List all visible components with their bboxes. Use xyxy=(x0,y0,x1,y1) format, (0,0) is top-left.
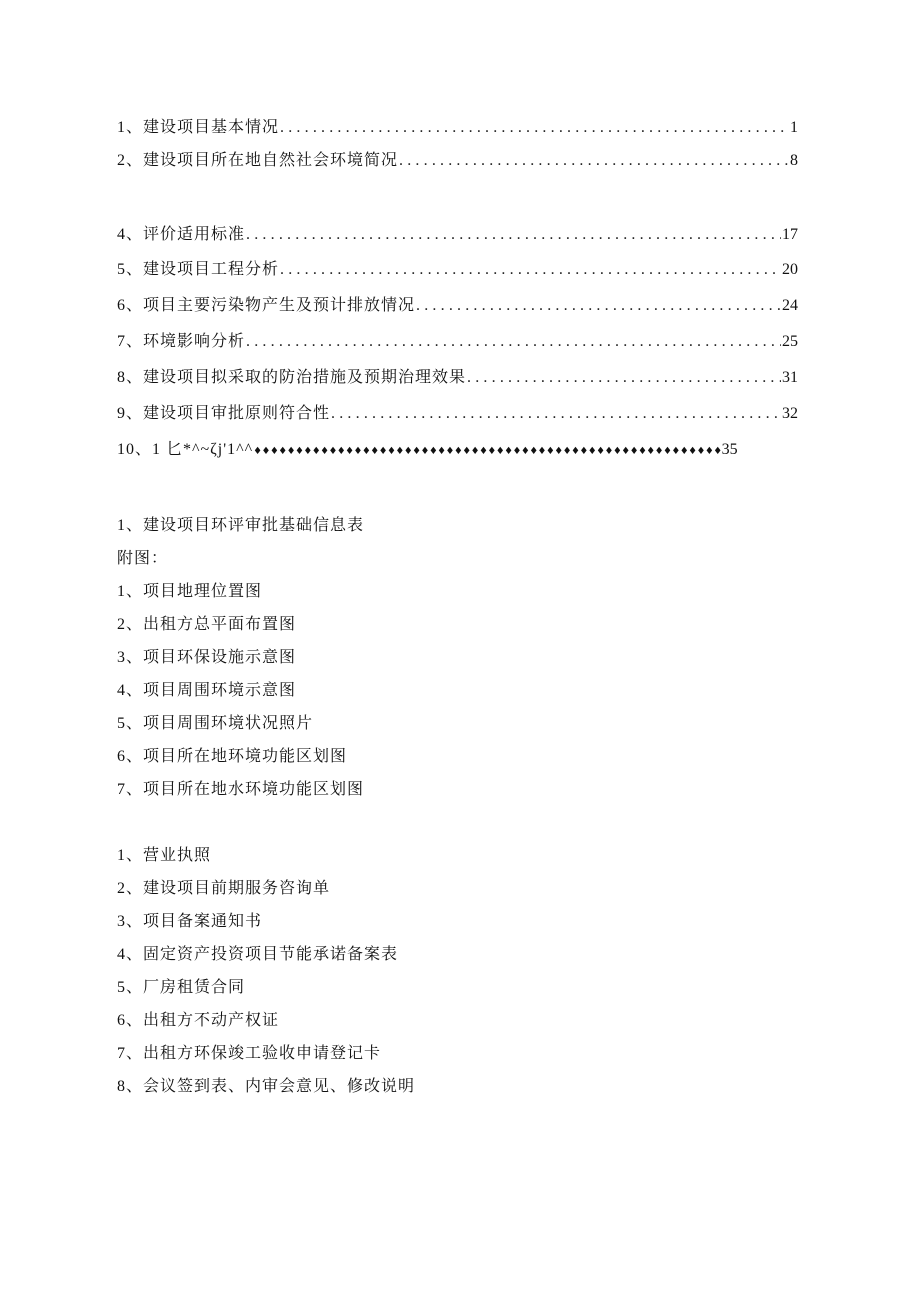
toc-entry-number: 8、 xyxy=(117,369,144,386)
toc-entry-number: 4、 xyxy=(117,226,144,243)
attached-figure-item: 6、项目所在地环境功能区划图 xyxy=(117,748,348,765)
toc-entry-page: 25 xyxy=(782,333,798,350)
toc-entry[interactable] xyxy=(117,296,798,316)
toc-dot-leader xyxy=(280,118,789,138)
toc-entry[interactable] xyxy=(117,151,798,171)
toc-dot-leader xyxy=(280,260,781,280)
toc-entry-number: 2、 xyxy=(117,152,144,169)
attached-figure-item: 4、项目周围环境示意图 xyxy=(117,682,297,699)
attachment-item: 2、建设项目前期服务咨询单 xyxy=(117,880,331,897)
toc-entry-title: 环境影响分析 xyxy=(143,333,246,350)
toc-entry-page: 8 xyxy=(790,152,798,169)
toc-diamond-leader: ♦♦♦♦♦♦♦♦♦♦♦♦♦♦♦♦♦♦♦♦♦♦♦♦♦♦♦♦♦♦♦♦♦♦♦♦♦♦♦♦♦♦♦♦♦♦♦♦♦♦♦♦♦♦♦♦ xyxy=(253,446,722,457)
toc-dot-leader xyxy=(246,332,781,352)
toc-entry[interactable] xyxy=(117,118,798,138)
toc-entry[interactable] xyxy=(117,368,798,388)
attached-figure-item: 3、项目环保设施示意图 xyxy=(117,649,297,666)
attached-table-item: 1、建设项目环评审批基础信息表 xyxy=(117,517,365,534)
toc-dot-leader xyxy=(331,404,781,424)
toc-dot-leader xyxy=(467,368,781,388)
toc-entry-garbled[interactable] xyxy=(117,440,738,460)
toc-entry-number: 7、 xyxy=(117,333,144,350)
toc-entry-title: 建设项目拟采取的防治措施及预期治理效果 xyxy=(143,369,467,386)
toc-dot-leader xyxy=(416,296,781,316)
attachment-item: 3、项目备案通知书 xyxy=(117,913,263,930)
toc-dot-leader xyxy=(246,225,781,245)
toc-entry-number: 5、 xyxy=(117,261,144,278)
attached-figures-heading: 附图： xyxy=(117,550,169,567)
toc-entry-page: 24 xyxy=(782,297,798,314)
toc-entry-number: 10、 xyxy=(117,441,153,458)
toc-entry-title: 项目主要污染物产生及预计排放情况 xyxy=(143,297,416,314)
attachment-item: 8、会议签到表、内审会意见、修改说明 xyxy=(117,1078,416,1095)
toc-entry-page: 17 xyxy=(782,226,798,243)
toc-entry[interactable] xyxy=(117,225,798,245)
toc-entry-page: 32 xyxy=(782,405,798,422)
toc-entry-title: 评价适用标准 xyxy=(143,226,246,243)
toc-entry[interactable] xyxy=(117,332,798,352)
toc-entry-page: 20 xyxy=(782,261,798,278)
attached-figure-item: 2、出租方总平面布置图 xyxy=(117,616,297,633)
attached-figure-item: 1、项目地理位置图 xyxy=(117,583,263,600)
toc-entry[interactable] xyxy=(117,260,798,280)
toc-dot-leader xyxy=(399,151,789,171)
toc-entry-title: 建设项目工程分析 xyxy=(143,261,280,278)
toc-entry-title: 建设项目审批原则符合性 xyxy=(143,405,331,422)
attachment-item: 1、营业执照 xyxy=(117,847,212,864)
attachment-item: 7、出租方环保竣工验收申请登记卡 xyxy=(117,1045,382,1062)
attached-figure-item: 5、项目周围环境状况照片 xyxy=(117,715,314,732)
toc-entry-title: 建设项目所在地自然社会环境简况 xyxy=(143,152,399,169)
toc-entry-page: 1 xyxy=(790,119,798,136)
toc-entry-title: 建设项目基本情况 xyxy=(143,119,280,136)
toc-entry-title: 1 匕*^~ζj'1^^ xyxy=(152,441,254,458)
toc-entry-page: 35 xyxy=(721,441,738,458)
toc-entry-number: 1、 xyxy=(117,119,144,136)
toc-entry[interactable] xyxy=(117,404,798,424)
attachment-item: 5、厂房租赁合同 xyxy=(117,979,246,996)
toc-entry-number: 6、 xyxy=(117,297,144,314)
toc-entry-number: 9、 xyxy=(117,405,144,422)
attachment-item: 4、固定资产投资项目节能承诺备案表 xyxy=(117,946,399,963)
attached-figure-item: 7、项目所在地水环境功能区划图 xyxy=(117,781,365,798)
toc-entry-page: 31 xyxy=(782,369,798,386)
attachment-item: 6、出租方不动产权证 xyxy=(117,1012,280,1029)
